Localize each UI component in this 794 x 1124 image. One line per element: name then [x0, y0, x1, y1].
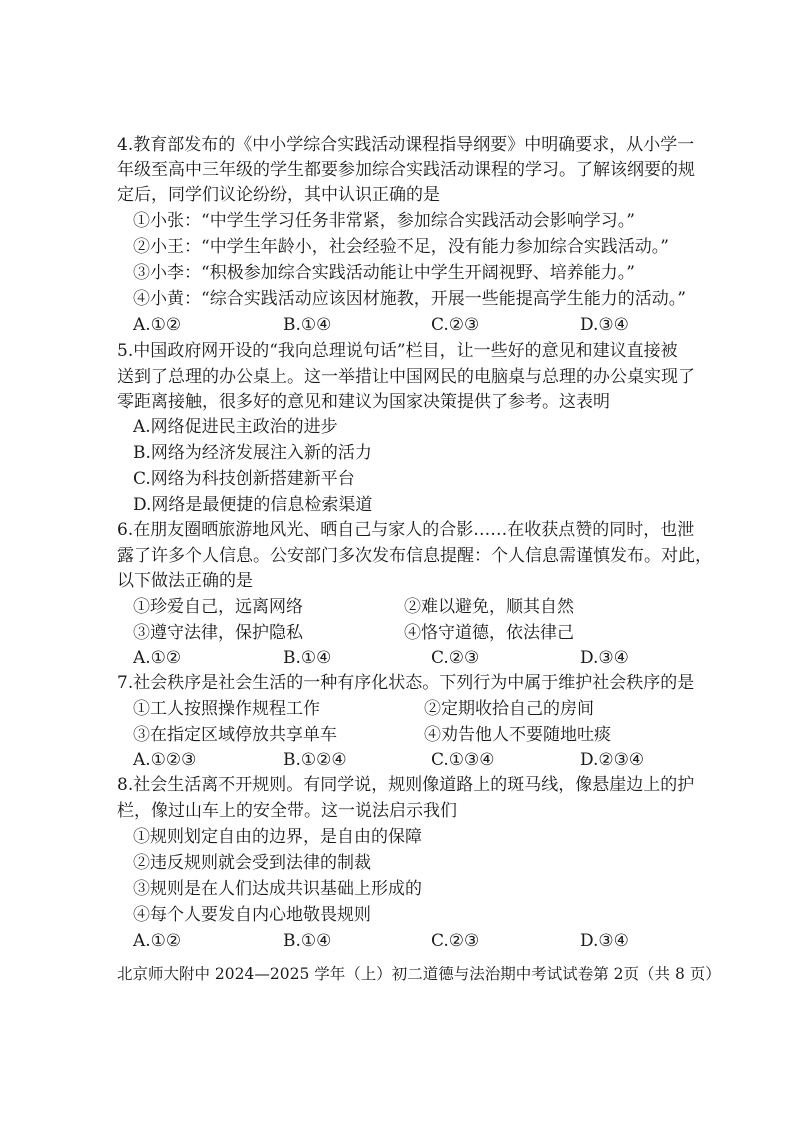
q8-statement-4: ④每个人要发自内心地敬畏规则 — [133, 905, 371, 925]
q6-option-d: D.③④ — [580, 648, 629, 668]
q6-stem-line-2: 露了许多个人信息。公安部门多次发布信息提醒：个人信息需谨慎发布。对此， — [117, 546, 712, 566]
q8-option-a: A.①② — [133, 931, 182, 951]
q8-option-b: B.①④ — [283, 931, 332, 951]
q4-stem-line-2: 年级至高中三年级的学生都要参加综合实践活动课程的学习。了解该纲要的规 — [117, 160, 695, 180]
q7-option-b: B.①②④ — [283, 750, 347, 770]
q4-stem-line-1: 4.教育部发布的《中小学综合实践活动课程指导纲要》中明确要求，从小学一 — [117, 135, 695, 155]
q6-statement-4: ④恪守道德，依法律己 — [404, 623, 574, 643]
q7-statement-4: ④劝告他人不要随地吐痰 — [424, 725, 611, 745]
q4-option-c: C.②③ — [431, 315, 480, 335]
q4-statement-3: ③小李：“积极参加综合实践活动能让中学生开阔视野、培养能力。” — [133, 263, 635, 283]
q6-stem-line-3: 以下做法正确的是 — [117, 571, 253, 591]
q8-option-d: D.③④ — [580, 931, 629, 951]
q6-option-b: B.①④ — [283, 648, 332, 668]
q8-statement-3: ③规则是在人们达成共识基础上形成的 — [133, 879, 422, 899]
q8-option-c: C.②③ — [431, 931, 480, 951]
q7-statement-1: ①工人按照操作规程工作 — [133, 699, 320, 719]
q5-stem-line-2: 送到了总理的办公桌上。这一举措让中国网民的电脑桌与总理的办公桌实现了 — [117, 367, 695, 387]
q5-stem-line-1: 5.中国政府网开设的“我向总理说句话”栏目，让一些好的意见和建议直接被 — [117, 341, 678, 361]
q4-statement-1: ①小张：“中学生学习任务非常紧，参加综合实践活动会影响学习。” — [133, 211, 635, 231]
q6-option-c: C.②③ — [431, 648, 480, 668]
page-footer: 北京师大附中 2024—2025 学年（上）初二道德与法治期中考试试卷第 2页（共 8 页） — [117, 965, 721, 983]
q8-statement-2: ②违反规则就会受到法律的制裁 — [133, 853, 371, 873]
q6-statement-1: ①珍爱自己，远离网络 — [133, 597, 303, 617]
q5-option-a: A.网络促进民主政治的进步 — [133, 417, 338, 437]
q7-option-d: D.②③④ — [580, 750, 645, 770]
q7-option-c: C.①③④ — [431, 750, 495, 770]
q5-option-d: D.网络是最便捷的信息检索渠道 — [133, 495, 373, 515]
q4-statement-4: ④小黄：“综合实践活动应该因材施教，开展一些能提高学生能力的活动。” — [133, 289, 686, 309]
q8-stem-line-2: 栏，像过山车上的安全带。这一说法启示我们 — [117, 801, 457, 821]
q6-statement-2: ②难以避免，顺其自然 — [404, 597, 574, 617]
q8-stem-line-1: 8.社会生活离不开规则。有同学说，规则像道路上的斑马线，像悬崖边上的护 — [117, 775, 695, 795]
q4-option-d: D.③④ — [580, 315, 629, 335]
q8-statement-1: ①规则划定自由的边界，是自由的保障 — [133, 827, 422, 847]
q7-statement-3: ③在指定区域停放共享单车 — [133, 725, 337, 745]
q4-stem-line-3: 定后，同学们议论纷纷，其中认识正确的是 — [117, 185, 440, 205]
q7-option-a: A.①②③ — [133, 750, 197, 770]
q4-option-a: A.①② — [133, 315, 182, 335]
q5-option-b: B.网络为经济发展注入新的活力 — [133, 443, 372, 463]
q6-statement-3: ③遵守法律，保护隐私 — [133, 623, 303, 643]
q7-statement-2: ②定期收拾自己的房间 — [424, 699, 594, 719]
q6-option-a: A.①② — [133, 648, 182, 668]
q6-stem-line-1: 6.在朋友圈晒旅游地风光、晒自己与家人的合影……在收获点赞的同时，也泄 — [117, 520, 695, 540]
q5-option-c: C.网络为科技创新搭建新平台 — [133, 469, 355, 489]
q4-statement-2: ②小王：“中学生年龄小，社会经验不足，没有能力参加综合实践活动。” — [133, 237, 669, 257]
q4-option-b: B.①④ — [283, 315, 332, 335]
q7-stem-line-1: 7.社会秩序是社会生活的一种有序化状态。下列行为中属于维护社会秩序的是 — [117, 673, 695, 693]
q5-stem-line-3: 零距离接触，很多好的意见和建议为国家决策提供了参考。这表明 — [117, 392, 610, 412]
